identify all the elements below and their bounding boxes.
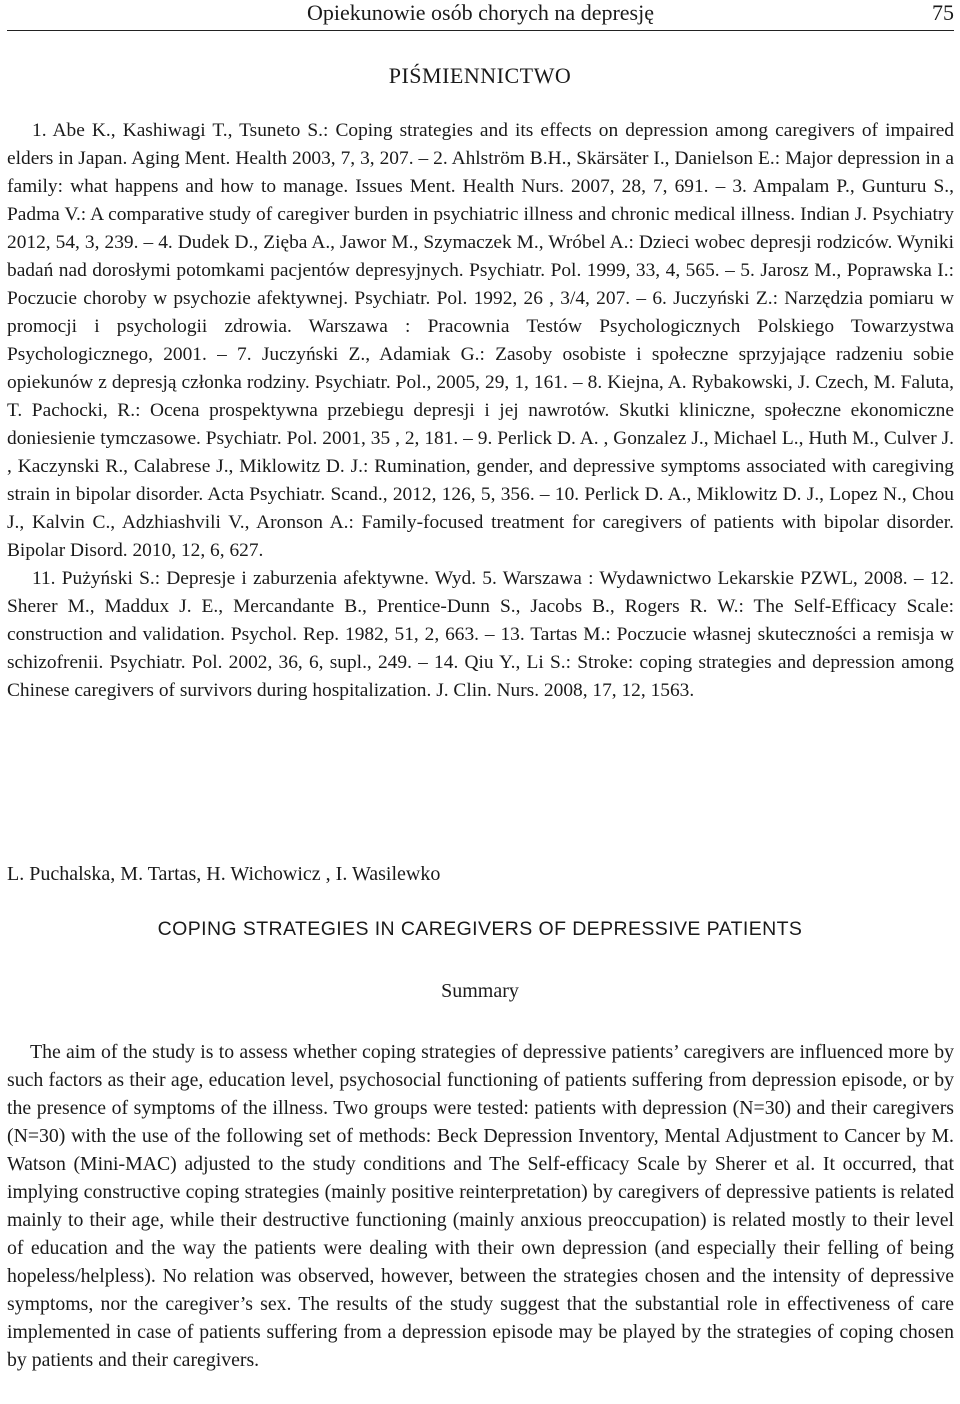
bibliography-heading: PIŚMIENNICTWO (388, 63, 572, 88)
bibliography-paragraph: 1. Abe K., Kashiwagi T., Tsuneto S.: Coping strategies and its effects on depression among caregivers of impaired elders in Japan. Aging Ment. Health 2003, 7, 3, 207. – 2. Ahlström B.H., Skärsäter I., Danielson E.: Major depression in a family: what happens and how to manage. Issues Ment. Health Nurs. 2007, 28, 7, 691. – 3. Ampalam P., Gunturu S., Padma V.: A comparative study of caregiver burden in psychiatric illness and chronic medical illness. Indian J. Psychiatry 2012, 54, 3, 239. – 4. Dudek D., Zięba A., Jawor M., Szymaczek M., Wróbel A.: Dzieci wobec depresji rodziców. Wyniki badań nad dorosłymi potomkami pacjentów depresyjnych. Psychiatr. Pol. 1999, 33, 4, 565. – 5. Jarosz M., Poprawska I.: Poczucie choroby w psychozie afektywnej. Psychiatr. Pol. 1992, 26 , 3/4, 207. – 6. Juczyński Z.: Narzędzia pomiaru w promocji i psychologii zdrowia. Warszawa : Pracownia Testów Psychologicznych Polskiego Towarzystwa Psychologicznego, 2001. – 7. Juczyński Z., Adamiak G.: Zasoby osobiste i społeczne sprzyjające radzeniu sobie opiekunów z depresją członka rodziny. Psychiatr. Pol., 2005, 29, 1, 161. – 8. Kiejna, A. Rybakowski, J. Czech, M. Faluta, T. Pachocki, R.: Ocena prospektywna przebiegu depresji i jej nawrotów. Skutki kliniczne, społeczne ekonomiczne doniesienie tymczasowe. Psychiatr. Pol. 2001, 35 , 2, 181. – 9. Perlick D. A. , Gonzalez J., Michael L., Huth M., Culver J. , Kaczynski R., Calabrese J., Miklowitz D. J.: Rumination, gender, and depressive symptoms associated with caregiving strain in bipolar disorder. Acta Psychiatr. Scand., 2012, 126, 5, 356. – 10. Perlick D. A., Miklowitz D. J., Lopez N., Chou J., Kalvin C., Adzhiashvili V., Aronson A.: Family-focused treatment for caregivers of patients with bipolar disorder. Bipolar Disord. 2010, 12, 6, 627. (7, 120, 954, 561)
bibliography-paragraph: 11. Pużyński S.: Depresje i zaburzenia afektywne. Wyd. 5. Warszawa : Wydawnictwo Lekarskie PZWL, 2008. – 12. Sherer M., Maddux J. E., Mercandante B., Prentice-Dunn S., Jacobs B., Rogers R. W.: The Self-Efficacy Scale: construction and validation. Psychol. Rep. 1982, 51, 2, 663. – 13. Tartas M.: Poczucie własnej skuteczności a remisja w schizofrenii. Psychiatr. Pol. 2002, 36, 6, supl., 249. – 14. Qiu Y., Li S.: Stroke: coping strategies and depression among Chinese caregivers of survivors during hospitalization. J. Clin. Nurs. 2008, 17, 12, 1563. (7, 568, 954, 701)
running-header (7, 0, 954, 31)
article-authors: L. Puchalska, M. Tartas, H. Wichowicz , I. Wasilewko (7, 863, 441, 885)
bibliography-list (7, 117, 954, 705)
page-number: 75 (932, 0, 954, 25)
abstract-paragraph: The aim of the study is to assess whether coping strategies of depressive patients’ caregivers are influenced more by such factors as their age, education level, psychosocial functioning of patients suffering from depression episode, or by the presence of symptoms of the illness. Two groups were tested: patients with depression (N=30) and their caregivers (N=30) with the use of the following set of methods: Beck Depression Inventory, Mental Adjustment to Cancer by M. Watson (Mini-MAC) adjusted to the study conditions and The Self-efficacy Scale by Sherer et al. It occurred, that implying constructive coping strategies (mainly positive reinterpretation) by caregivers of depressive patients is related mainly to their age, while their destructive functioning (mainly anxious preoccupation) is related mostly to their level of education and the way the patients were dealing with their own depression (and especially their felling of being hopeless/helpless). No relation was observed, however, between the strategies chosen and the intensity of depressive symptoms, nor the caregiver’s sex. The results of the study suggest that the substantial role in effectiveness of care implemented in case of patients suffering from a depression episode may be played by the strategies of coping chosen by patients and their caregivers. (7, 1041, 954, 1371)
summary-heading: Summary (441, 980, 519, 1002)
article-title: COPING STRATEGIES IN CAREGIVERS OF DEPRESSIVE PATIENTS (157, 918, 803, 940)
running-title: Opiekunowie osób chorych na depresję (306, 0, 654, 25)
